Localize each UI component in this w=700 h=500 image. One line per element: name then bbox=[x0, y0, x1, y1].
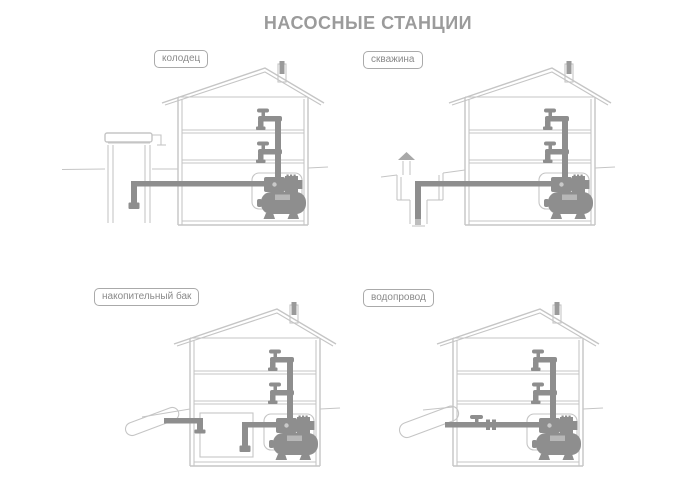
valve-icon bbox=[470, 415, 483, 423]
service-pipe bbox=[445, 415, 545, 430]
label-storage-tank: накопительный бак bbox=[94, 288, 199, 306]
ground-line bbox=[423, 407, 453, 410]
label-borehole: скважина bbox=[363, 51, 423, 69]
tank-fill-pipe bbox=[164, 418, 206, 434]
label-well: колодец bbox=[154, 50, 208, 68]
diagram-storage-tank bbox=[124, 302, 340, 466]
suction-pipe-borehole bbox=[415, 181, 557, 225]
diagram-well bbox=[62, 61, 328, 225]
diagram-borehole bbox=[381, 61, 615, 226]
label-water-main: водопровод bbox=[363, 289, 434, 307]
diagram-water-main bbox=[397, 302, 603, 466]
well-shaft bbox=[62, 133, 178, 223]
borehole-caisson bbox=[381, 152, 465, 226]
page-title: НАСОСНЫЕ СТАНЦИИ bbox=[263, 13, 473, 33]
